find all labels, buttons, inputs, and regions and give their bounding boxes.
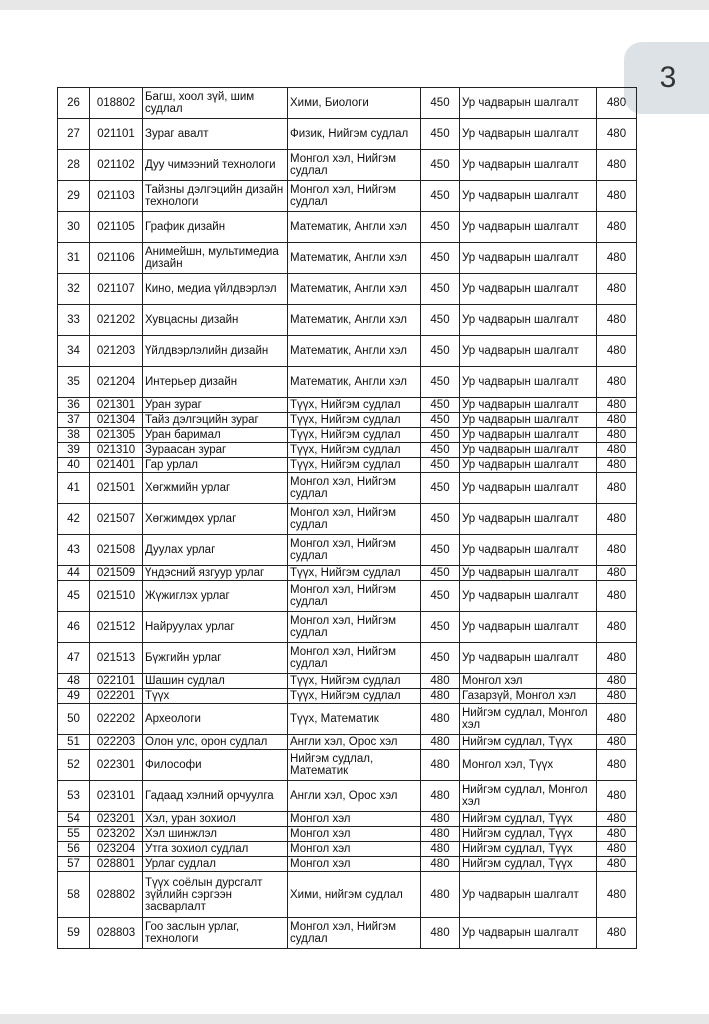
threshold-score-cell: 480	[421, 704, 460, 735]
table-row	[58, 504, 637, 535]
program-code-cell: 021101	[90, 119, 143, 150]
threshold-score-cell: 450	[421, 367, 460, 398]
additional-exam-cell: Ур чадварын шалгалт	[460, 458, 597, 473]
threshold-score-cell: 480	[421, 842, 460, 857]
additional-exam-cell: Ур чадварын шалгалт	[460, 504, 597, 535]
exam-subjects-cell: Монгол хэл, Нийгэм судлал	[288, 473, 421, 504]
exam-subjects-cell: Монгол хэл, Нийгэм судлал	[288, 581, 421, 612]
exam-subjects-cell: Монгол хэл	[288, 842, 421, 857]
additional-score-cell: 480	[597, 119, 637, 150]
program-code-cell: 022101	[90, 674, 143, 689]
program-code-cell: 021105	[90, 212, 143, 243]
additional-exam-cell: Ур чадварын шалгалт	[460, 181, 597, 212]
program-name-cell: Дуу чимээний технологи	[143, 150, 288, 181]
table-row	[58, 119, 637, 150]
program-name-cell: Жүжиглэх урлаг	[143, 581, 288, 612]
additional-score-cell: 480	[597, 581, 637, 612]
program-code-cell: 021305	[90, 428, 143, 443]
table-row	[58, 88, 637, 119]
additional-score-cell: 480	[597, 612, 637, 643]
additional-score-cell: 480	[597, 535, 637, 566]
exam-subjects-cell: Нийгэм судлал, Математик	[288, 750, 421, 781]
additional-exam-cell: Ур чадварын шалгалт	[460, 243, 597, 274]
threshold-score-cell: 480	[421, 735, 460, 750]
table-row	[58, 689, 637, 704]
row-number-cell: 48	[58, 674, 90, 689]
program-name-cell: Шашин судлал	[143, 674, 288, 689]
row-number-cell: 43	[58, 535, 90, 566]
program-code-cell: 028802	[90, 872, 143, 918]
exam-subjects-cell: Түүх, Нийгэм судлал	[288, 398, 421, 413]
additional-exam-cell: Нийгэм судлал, Түүх	[460, 827, 597, 842]
exam-subjects-cell: Түүх, Нийгэм судлал	[288, 458, 421, 473]
program-code-cell: 023101	[90, 781, 143, 812]
table-row	[58, 704, 637, 735]
threshold-score-cell: 480	[421, 674, 460, 689]
row-number-cell: 26	[58, 88, 90, 119]
program-name-cell: Зураг авалт	[143, 119, 288, 150]
table-row	[58, 842, 637, 857]
threshold-score-cell: 450	[421, 305, 460, 336]
additional-score-cell: 480	[597, 398, 637, 413]
exam-subjects-cell: Математик, Англи хэл	[288, 367, 421, 398]
program-name-cell: Дуулах урлаг	[143, 535, 288, 566]
program-name-cell: Үйлдвэрлэлийн дизайн	[143, 336, 288, 367]
program-code-cell: 021202	[90, 305, 143, 336]
program-name-cell: Түүх соёлын дурсгалт зүйлийн сэргээн засварлалт	[143, 872, 288, 918]
threshold-score-cell: 450	[421, 413, 460, 428]
program-code-cell: 023202	[90, 827, 143, 842]
threshold-score-cell: 450	[421, 612, 460, 643]
program-code-cell: 021501	[90, 473, 143, 504]
additional-exam-cell: Ур чадварын шалгалт	[460, 336, 597, 367]
additional-exam-cell: Нийгэм судлал, Түүх	[460, 842, 597, 857]
row-number-cell: 44	[58, 566, 90, 581]
program-code-cell: 021103	[90, 181, 143, 212]
program-name-cell: Тайз дэлгэцийн зураг	[143, 413, 288, 428]
program-code-cell: 028803	[90, 918, 143, 949]
row-number-cell: 50	[58, 704, 90, 735]
threshold-score-cell: 450	[421, 566, 460, 581]
exam-subjects-cell: Математик, Англи хэл	[288, 336, 421, 367]
program-name-cell: Зураасан зураг	[143, 443, 288, 458]
exam-subjects-cell: Монгол хэл, Нийгэм судлал	[288, 535, 421, 566]
row-number-cell: 30	[58, 212, 90, 243]
program-code-cell: 021203	[90, 336, 143, 367]
additional-exam-cell: Ур чадварын шалгалт	[460, 443, 597, 458]
threshold-score-cell: 480	[421, 750, 460, 781]
row-number-cell: 47	[58, 643, 90, 674]
program-name-cell: Утга зохиол судлал	[143, 842, 288, 857]
table-row	[58, 535, 637, 566]
program-code-cell: 021310	[90, 443, 143, 458]
additional-exam-cell: Ур чадварын шалгалт	[460, 367, 597, 398]
table-row	[58, 428, 637, 443]
exam-subjects-cell: Монгол хэл, Нийгэм судлал	[288, 612, 421, 643]
program-code-cell: 021508	[90, 535, 143, 566]
program-name-cell: Интерьер дизайн	[143, 367, 288, 398]
table-row	[58, 367, 637, 398]
document-page	[0, 10, 709, 1014]
additional-score-cell: 480	[597, 504, 637, 535]
additional-score-cell: 480	[597, 750, 637, 781]
row-number-cell: 27	[58, 119, 90, 150]
additional-score-cell: 480	[597, 473, 637, 504]
threshold-score-cell: 450	[421, 473, 460, 504]
program-name-cell: Найруулах урлаг	[143, 612, 288, 643]
table-row	[58, 473, 637, 504]
threshold-score-cell: 450	[421, 581, 460, 612]
row-number-cell: 58	[58, 872, 90, 918]
exam-subjects-cell: Математик, Англи хэл	[288, 274, 421, 305]
threshold-score-cell: 450	[421, 428, 460, 443]
exam-subjects-cell: Түүх, Нийгэм судлал	[288, 443, 421, 458]
additional-score-cell: 480	[597, 428, 637, 443]
row-number-cell: 41	[58, 473, 90, 504]
additional-score-cell: 480	[597, 827, 637, 842]
exam-subjects-cell: Монгол хэл, Нийгэм судлал	[288, 918, 421, 949]
exam-subjects-cell: Математик, Англи хэл	[288, 212, 421, 243]
exam-subjects-cell: Англи хэл, Орос хэл	[288, 735, 421, 750]
program-code-cell: 023204	[90, 842, 143, 857]
exam-subjects-cell: Монгол хэл, Нийгэм судлал	[288, 504, 421, 535]
additional-exam-cell: Ур чадварын шалгалт	[460, 428, 597, 443]
additional-exam-cell: Ур чадварын шалгалт	[460, 918, 597, 949]
program-name-cell: Анимейшн, мультимедиа дизайн	[143, 243, 288, 274]
row-number-cell: 42	[58, 504, 90, 535]
additional-exam-cell: Нийгэм судлал, Монгол хэл	[460, 781, 597, 812]
threshold-score-cell: 450	[421, 150, 460, 181]
additional-score-cell: 480	[597, 458, 637, 473]
program-name-cell: Гоо заслын урлаг, технологи	[143, 918, 288, 949]
program-code-cell: 028801	[90, 857, 143, 872]
threshold-score-cell: 480	[421, 872, 460, 918]
program-name-cell: Уран зураг	[143, 398, 288, 413]
program-code-cell: 021106	[90, 243, 143, 274]
program-name-cell: Түүх	[143, 689, 288, 704]
additional-exam-cell: Ур чадварын шалгалт	[460, 212, 597, 243]
additional-score-cell: 480	[597, 443, 637, 458]
row-number-cell: 36	[58, 398, 90, 413]
table-row	[58, 305, 637, 336]
table-row	[58, 413, 637, 428]
exam-subjects-cell: Англи хэл, Орос хэл	[288, 781, 421, 812]
threshold-score-cell: 450	[421, 119, 460, 150]
row-number-cell: 51	[58, 735, 90, 750]
row-number-cell: 49	[58, 689, 90, 704]
table-row	[58, 443, 637, 458]
table-row	[58, 458, 637, 473]
table-row	[58, 181, 637, 212]
additional-score-cell: 480	[597, 643, 637, 674]
table-row	[58, 872, 637, 918]
program-code-cell: 021512	[90, 612, 143, 643]
threshold-score-cell: 450	[421, 243, 460, 274]
threshold-score-cell: 480	[421, 827, 460, 842]
table-row	[58, 643, 637, 674]
additional-score-cell: 480	[597, 674, 637, 689]
program-code-cell: 021102	[90, 150, 143, 181]
table-row	[58, 398, 637, 413]
additional-exam-cell: Газарзүй, Монгол хэл	[460, 689, 597, 704]
additional-score-cell: 480	[597, 274, 637, 305]
threshold-score-cell: 450	[421, 88, 460, 119]
row-number-cell: 38	[58, 428, 90, 443]
program-code-cell: 021107	[90, 274, 143, 305]
additional-score-cell: 480	[597, 181, 637, 212]
table-row	[58, 857, 637, 872]
program-name-cell: Уран баримал	[143, 428, 288, 443]
additional-score-cell: 480	[597, 689, 637, 704]
additional-score-cell: 480	[597, 704, 637, 735]
additional-exam-cell: Нийгэм судлал, Түүх	[460, 735, 597, 750]
table-row	[58, 735, 637, 750]
additional-exam-cell: Ур чадварын шалгалт	[460, 612, 597, 643]
exam-subjects-cell: Монгол хэл, Нийгэм судлал	[288, 181, 421, 212]
row-number-cell: 56	[58, 842, 90, 857]
additional-score-cell: 480	[597, 812, 637, 827]
exam-subjects-cell: Физик, Нийгэм судлал	[288, 119, 421, 150]
program-name-cell: Археологи	[143, 704, 288, 735]
program-code-cell: 021513	[90, 643, 143, 674]
additional-exam-cell: Ур чадварын шалгалт	[460, 150, 597, 181]
program-code-cell: 022301	[90, 750, 143, 781]
row-number-cell: 59	[58, 918, 90, 949]
program-name-cell: Гар урлал	[143, 458, 288, 473]
additional-score-cell: 480	[597, 857, 637, 872]
exam-subjects-cell: Монгол хэл	[288, 812, 421, 827]
row-number-cell: 35	[58, 367, 90, 398]
program-name-cell: Багш, хоол зүй, шим судлал	[143, 88, 288, 119]
row-number-cell: 28	[58, 150, 90, 181]
threshold-score-cell: 450	[421, 443, 460, 458]
additional-score-cell: 480	[597, 243, 637, 274]
threshold-score-cell: 480	[421, 812, 460, 827]
row-number-cell: 37	[58, 413, 90, 428]
table-row	[58, 750, 637, 781]
program-name-cell: Олон улс, орон судлал	[143, 735, 288, 750]
additional-score-cell: 480	[597, 150, 637, 181]
program-name-cell: Хөгжмийн урлаг	[143, 473, 288, 504]
exam-subjects-cell: Түүх, Нийгэм судлал	[288, 674, 421, 689]
threshold-score-cell: 480	[421, 857, 460, 872]
threshold-score-cell: 450	[421, 212, 460, 243]
row-number-cell: 45	[58, 581, 90, 612]
threshold-score-cell: 480	[421, 689, 460, 704]
row-number-cell: 33	[58, 305, 90, 336]
additional-score-cell: 480	[597, 88, 637, 119]
table-row	[58, 781, 637, 812]
additional-exam-cell: Ур чадварын шалгалт	[460, 643, 597, 674]
row-number-cell: 52	[58, 750, 90, 781]
program-name-cell: Үндэсний язгуур урлаг	[143, 566, 288, 581]
additional-exam-cell: Монгол хэл	[460, 674, 597, 689]
exam-subjects-cell: Математик, Англи хэл	[288, 243, 421, 274]
program-name-cell: График дизайн	[143, 212, 288, 243]
exam-subjects-cell: Монгол хэл, Нийгэм судлал	[288, 150, 421, 181]
threshold-score-cell: 480	[421, 781, 460, 812]
additional-score-cell: 480	[597, 367, 637, 398]
row-number-cell: 46	[58, 612, 90, 643]
program-name-cell: Кино, медиа үйлдвэрлэл	[143, 274, 288, 305]
table-row	[58, 336, 637, 367]
program-code-cell: 021507	[90, 504, 143, 535]
row-number-cell: 40	[58, 458, 90, 473]
additional-exam-cell: Нийгэм судлал, Монгол хэл	[460, 704, 597, 735]
program-name-cell: Бүжгийн урлаг	[143, 643, 288, 674]
additional-exam-cell: Нийгэм судлал, Түүх	[460, 812, 597, 827]
row-number-cell: 55	[58, 827, 90, 842]
exam-subjects-cell: Хими, нийгэм судлал	[288, 872, 421, 918]
program-name-cell: Урлаг судлал	[143, 857, 288, 872]
additional-exam-cell: Ур чадварын шалгалт	[460, 473, 597, 504]
exam-subjects-cell: Түүх, Нийгэм судлал	[288, 566, 421, 581]
row-number-cell: 54	[58, 812, 90, 827]
threshold-score-cell: 450	[421, 458, 460, 473]
row-number-cell: 31	[58, 243, 90, 274]
program-code-cell: 021204	[90, 367, 143, 398]
row-number-cell: 53	[58, 781, 90, 812]
exam-subjects-cell: Хими, Биологи	[288, 88, 421, 119]
row-number-cell: 34	[58, 336, 90, 367]
additional-exam-cell: Ур чадварын шалгалт	[460, 305, 597, 336]
program-code-cell: 021510	[90, 581, 143, 612]
additional-score-cell: 480	[597, 918, 637, 949]
table-row	[58, 612, 637, 643]
additional-score-cell: 480	[597, 305, 637, 336]
admission-table	[57, 87, 637, 949]
page-number: 3	[659, 61, 677, 94]
program-name-cell: Хэл шинжлэл	[143, 827, 288, 842]
program-code-cell: 022201	[90, 689, 143, 704]
additional-score-cell: 480	[597, 566, 637, 581]
program-name-cell: Хэл, уран зохиол	[143, 812, 288, 827]
exam-subjects-cell: Монгол хэл, Нийгэм судлал	[288, 643, 421, 674]
additional-exam-cell: Ур чадварын шалгалт	[460, 88, 597, 119]
table-row	[58, 827, 637, 842]
additional-score-cell: 480	[597, 872, 637, 918]
exam-subjects-cell: Түүх, Нийгэм судлал	[288, 413, 421, 428]
program-code-cell: 022202	[90, 704, 143, 735]
program-name-cell: Философи	[143, 750, 288, 781]
exam-subjects-cell: Түүх, Нийгэм судлал	[288, 689, 421, 704]
additional-score-cell: 480	[597, 842, 637, 857]
additional-exam-cell: Ур чадварын шалгалт	[460, 581, 597, 612]
row-number-cell: 39	[58, 443, 90, 458]
threshold-score-cell: 450	[421, 274, 460, 305]
additional-score-cell: 480	[597, 212, 637, 243]
program-code-cell: 021401	[90, 458, 143, 473]
exam-subjects-cell: Монгол хэл	[288, 857, 421, 872]
program-name-cell: Хувцасны дизайн	[143, 305, 288, 336]
program-name-cell: Гадаад хэлний орчуулга	[143, 781, 288, 812]
threshold-score-cell: 450	[421, 504, 460, 535]
threshold-score-cell: 450	[421, 643, 460, 674]
table-row	[58, 150, 637, 181]
table-row	[58, 566, 637, 581]
additional-exam-cell: Ур чадварын шалгалт	[460, 119, 597, 150]
table-row	[58, 243, 637, 274]
exam-subjects-cell: Түүх, Математик	[288, 704, 421, 735]
additional-score-cell: 480	[597, 735, 637, 750]
program-code-cell: 018802	[90, 88, 143, 119]
program-code-cell: 021509	[90, 566, 143, 581]
table-row	[58, 274, 637, 305]
threshold-score-cell: 450	[421, 181, 460, 212]
row-number-cell: 29	[58, 181, 90, 212]
additional-exam-cell: Ур чадварын шалгалт	[460, 398, 597, 413]
program-name-cell: Тайзны дэлгэцийн дизайн технологи	[143, 181, 288, 212]
row-number-cell: 57	[58, 857, 90, 872]
additional-exam-cell: Ур чадварын шалгалт	[460, 274, 597, 305]
row-number-cell: 32	[58, 274, 90, 305]
table-row	[58, 581, 637, 612]
table-row	[58, 918, 637, 949]
table-row	[58, 212, 637, 243]
additional-exam-cell: Монгол хэл, Түүх	[460, 750, 597, 781]
threshold-score-cell: 450	[421, 398, 460, 413]
additional-exam-cell: Ур чадварын шалгалт	[460, 566, 597, 581]
additional-exam-cell: Нийгэм судлал, Түүх	[460, 857, 597, 872]
additional-exam-cell: Ур чадварын шалгалт	[460, 535, 597, 566]
threshold-score-cell: 480	[421, 918, 460, 949]
program-code-cell: 021301	[90, 398, 143, 413]
exam-subjects-cell: Математик, Англи хэл	[288, 305, 421, 336]
exam-subjects-cell: Түүх, Нийгэм судлал	[288, 428, 421, 443]
table-row	[58, 812, 637, 827]
exam-subjects-cell: Монгол хэл	[288, 827, 421, 842]
program-name-cell: Хөгжимдөх урлаг	[143, 504, 288, 535]
threshold-score-cell: 450	[421, 535, 460, 566]
table-row	[58, 674, 637, 689]
program-code-cell: 022203	[90, 735, 143, 750]
additional-exam-cell: Ур чадварын шалгалт	[460, 413, 597, 428]
program-code-cell: 021304	[90, 413, 143, 428]
additional-score-cell: 480	[597, 781, 637, 812]
additional-exam-cell: Ур чадварын шалгалт	[460, 872, 597, 918]
threshold-score-cell: 450	[421, 336, 460, 367]
additional-score-cell: 480	[597, 336, 637, 367]
additional-score-cell: 480	[597, 413, 637, 428]
program-code-cell: 023201	[90, 812, 143, 827]
